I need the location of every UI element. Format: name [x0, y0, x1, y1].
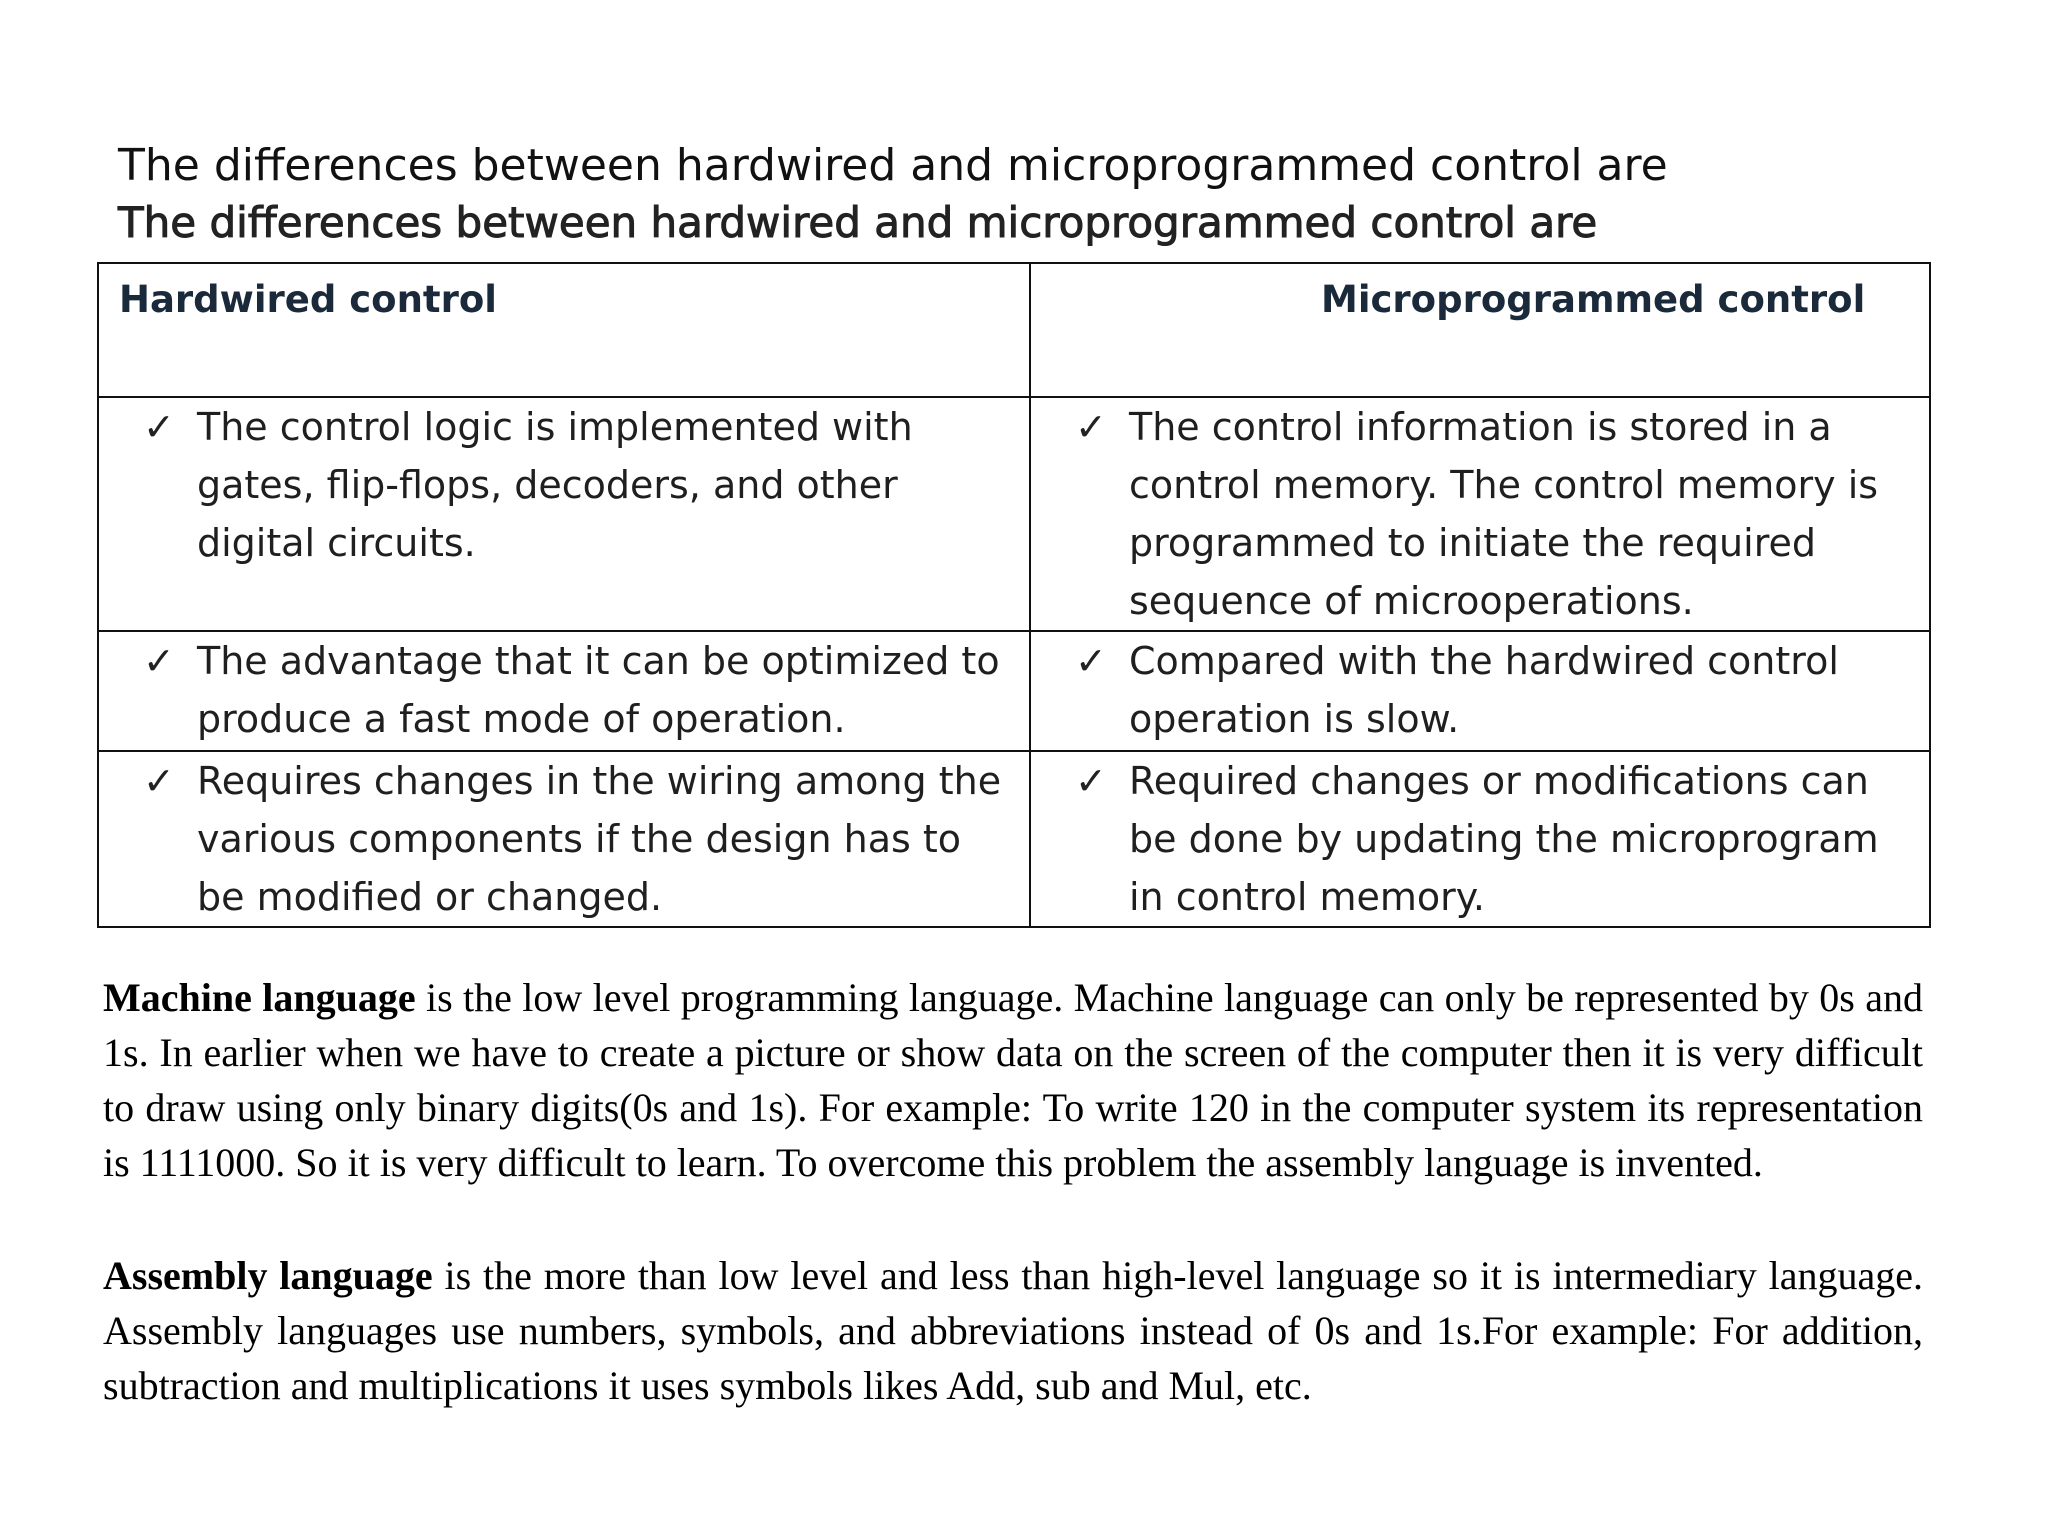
- header-hardwired: Hardwired control: [98, 263, 1030, 397]
- page-heading: The differences between hardwired and microprogrammed control are: [118, 140, 1668, 191]
- cell-hardwired: [98, 751, 1030, 927]
- cell-text: The control information is stored in a control memory. The control memory is programmed to initiate the required sequence of microoperations.: [1129, 405, 1879, 623]
- term-assembly-language: Assembly language: [103, 1253, 433, 1298]
- check-icon: ✓: [143, 639, 175, 683]
- cropped-heading-fragment: [118, 198, 1598, 250]
- comparison-table: [97, 262, 1931, 928]
- check-icon: ✓: [1075, 759, 1107, 803]
- cell-text: The advantage that it can be optimized to produce a fast mode of operation.: [197, 639, 1000, 741]
- check-icon: ✓: [1075, 405, 1107, 449]
- cell-hardwired: [98, 631, 1030, 751]
- paragraph-assembly-language: [103, 1248, 1923, 1413]
- paragraph-text: is the more than low level and less than high-level language so it is intermediary language. Assembly languages use numbers, symbols, and abbreviations instead of 0s and 1s.For example: For addition, subtraction and multiplications it uses symbols likes Add, sub and Mul, etc.: [103, 1253, 1924, 1408]
- paragraph-machine-language: [103, 970, 1923, 1190]
- table-row: [98, 631, 1930, 751]
- paragraph-text: is the low level programming language. Machine language can only be represented by 0s and 1s. In earlier when we have to create a picture or show data on the screen of the computer then it is very difficult to draw using only binary digits(0s and 1s). For example: To write 120 in the computer system its representation is 1111000. So it is very difficult to learn. To overcome this problem the assembly language is invented.: [103, 975, 1923, 1185]
- cell-microprogrammed: [1030, 397, 1930, 631]
- table-row: [98, 397, 1930, 631]
- cell-microprogrammed: [1030, 751, 1930, 927]
- check-icon: ✓: [143, 405, 175, 449]
- check-icon: ✓: [1075, 639, 1107, 683]
- term-machine-language: Machine language: [103, 975, 416, 1020]
- header-microprogrammed: Microprogrammed control: [1030, 263, 1930, 397]
- cell-hardwired: [98, 397, 1030, 631]
- check-icon: ✓: [143, 759, 175, 803]
- cell-microprogrammed: [1030, 631, 1930, 751]
- cell-text: Required changes or modifications can be done by updating the microprogram in control memory.: [1129, 759, 1879, 919]
- table-header-row: [98, 263, 1930, 397]
- cell-text: Compared with the hardwired control operation is slow.: [1129, 639, 1839, 741]
- cell-text: The control logic is implemented with gates, flip-flops, decoders, and other digital circuits.: [197, 405, 913, 565]
- cell-text: Requires changes in the wiring among the various components if the design has to be modified or changed.: [197, 759, 1002, 919]
- cropped-heading-text: The differences between hardwired and microprogrammed control are: [118, 198, 1598, 247]
- table-row: [98, 751, 1930, 927]
